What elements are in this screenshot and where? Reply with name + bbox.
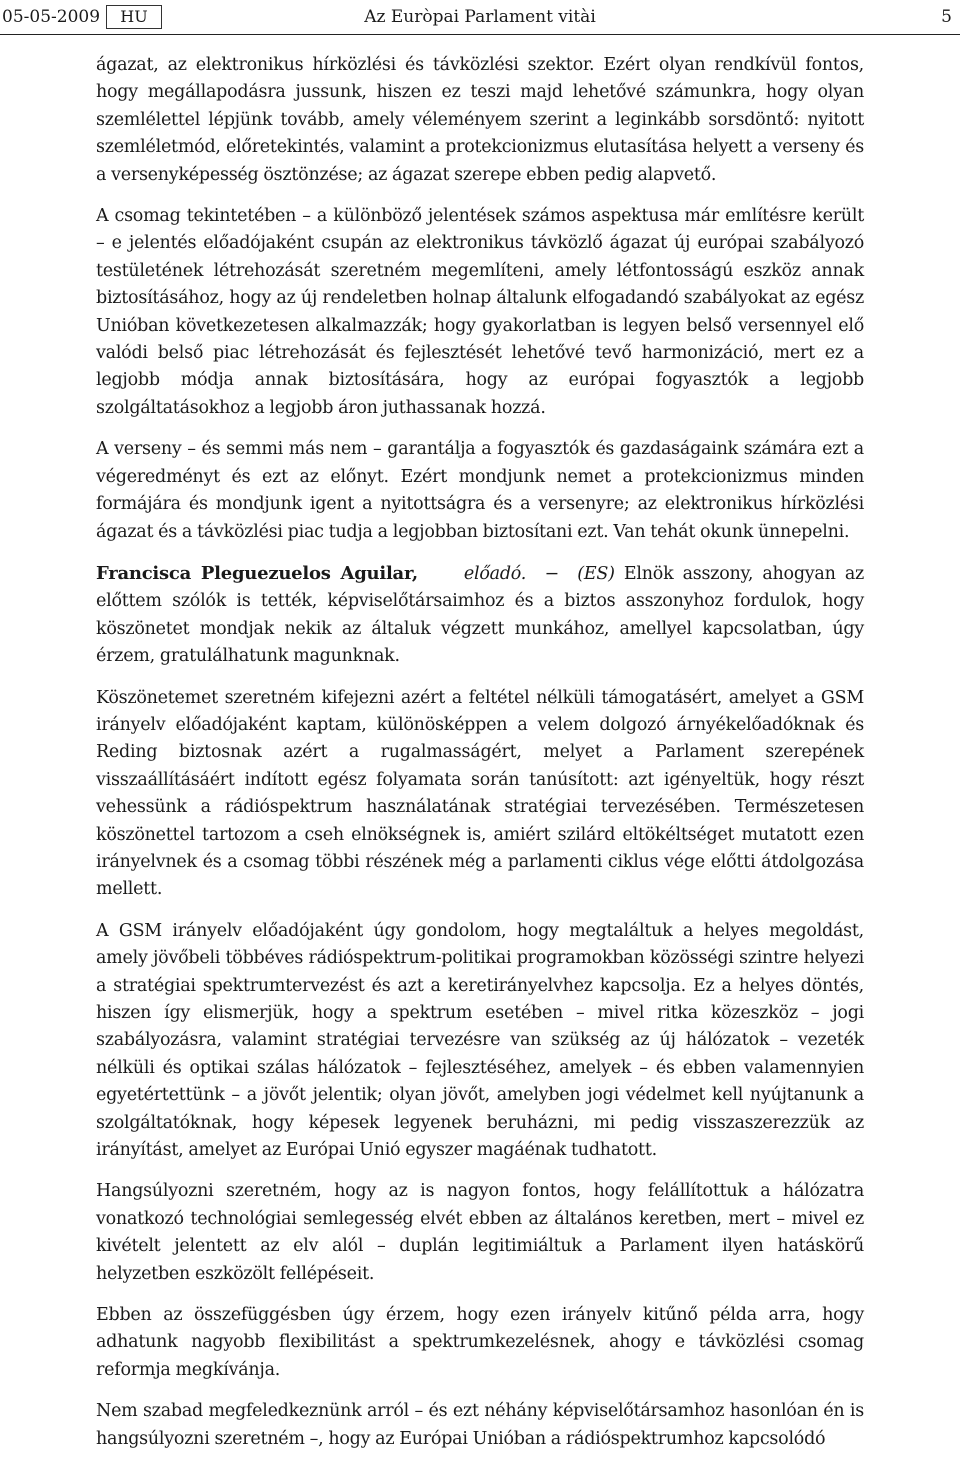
speaker-text: Elnök asszony, ahogyan az előttem szólók is tették, képviselőtársaimhoz és a biztos asszonyhoz fordulok, hogy köszönetet mondjak nekik az általuk végzett munkához, amellyel kapcsolatban, úgy érzem, gratulálhatunk magunknak.: [96, 563, 864, 667]
speaker-role: előadó.: [463, 563, 527, 584]
paragraph: Hangsúlyozni szeretném, hogy az is nagyon fontos, hogy felállítottuk a hálózatra vonatkozó technológiai semlegesség elvét ebben az általános keretben, mert – mivel ez kivételt jelentett az elv alól – duplán legitimiáltuk a Parlament ilyen hatáskörű helyzetben eszközölt fellépéseit.: [96, 1181, 864, 1284]
page-number: 5: [941, 7, 952, 27]
paragraph: A GSM irányelv előadójaként úgy gondolom, hogy megtaláltuk a helyes megoldást, amely jövőbeli többéves rádióspektrum-politikai programokban közösségi szintre helyezi a stratégiai spektrumtervezést és azt a keretirányelvhez kapcsolja. Ez a helyes döntés, hiszen így elismerjük, hogy a spektrum esetében – mivel ritka közeszköz – jogi szabályozásra, valamint stratégiai tervezésre van szükség az új hálózatok – vezeték nélküli és optikai szálas hálózatok – fejlesztéséhez, amelyek – és ebben valamennyien egyetértettünk – a jövőt jelentik; olyan jövőt, amelyben jogi védelmet kell nyújtanunk a szolgáltatóknak, hogy képesek legyenek beruházni, mi pedig visszaszerezzük az irányítást, amelyet az Európai Unió egyszer magáénak tudhatott.: [96, 920, 864, 1161]
speaker-name: Francisca Pleguezuelos Aguilar,: [96, 562, 418, 584]
speaker-language: (ES): [577, 563, 615, 584]
paragraph: A csomag tekintetében – a különböző jelentések számos aspektusa már említésre került – e jelentés előadójaként csupán az elektronikus távközlő ágazat új európai szabályozó testületének létrehozását szeretném megemlíteni, amely létfontosságú eszköz annak biztosításához, hogy az új rendeletben holnap általunk elfogadandó szabályokat az egész Unióban következetesen alkalmazzák; hogy gyakorlatban is legyen belső versennyel elő valódi belső piac létrehozását és fejlesztését lehetővé tevő harmonizáció, mert ez a legjobb módja annak biztosítására, hogy az európai fogyasztók a legjobb szolgáltatásokhoz a legjobb áron juthassanak hozzá.: [96, 206, 864, 418]
page-header: [0, 0, 960, 35]
paragraph: Nem szabad megfeledkeznünk arról – és ezt néhány képviselőtársamhoz hasonlóan én is hangsúlyozni szeretném –, hogy az Európai Unióban a rádióspektrumhoz kapcsolódó: [96, 1401, 864, 1449]
document-body: [96, 52, 864, 1467]
language-badge: HU: [106, 5, 162, 29]
paragraph: Ebben az összefüggésben úgy érzem, hogy ezen irányelv kitűnő példa arra, hogy adhatunk nagyobb flexibilitást a spektrumkezelésnek, ahogy e távközlési csomag reformja megkívánja.: [96, 1305, 864, 1380]
document-title: Az Euròpai Parlament vitài: [364, 7, 596, 27]
paragraph: ágazat, az elektronikus hírközlési és távközlési szektor. Ezért olyan rendkívül fontos, hogy megállapodásra jussunk, hiszen ez teszi majd lehetővé számunkra, hogy olyan szemlélettel lépjünk tovább, amely véleményem szerint a leginkább sorsdöntő: nyitott szemléletmód, előretekintés, valamint a protekcionizmus elutasítása helyett a verseny és a versenyképesség ösztönzése; az ágazat szerepe ebben pedig alapvető.: [96, 55, 864, 185]
header-date: 05-05-2009: [2, 7, 101, 27]
speaker-paragraph: [96, 560, 864, 671]
speaker-dash: −: [544, 563, 559, 584]
paragraph: A verseny – és semmi más nem – garantálja a fogyasztók és gazdaságaink számára ezt a végeredményt és ezt az előnyt. Ezért mondjunk nemet a protekcionizmus minden formájára és mondjunk igent a nyitottságra és a versenyre; az elektronikus hírközlési ágazat és a távközlési piac tudja a legjobban biztosítani ezt. Van tehát okunk ünnepelni.: [96, 439, 864, 542]
paragraph: Köszönetemet szeretném kifejezni azért a feltétel nélküli támogatásért, amelyet a GSM irányelv előadójaként kaptam, különösképpen a velem dolgozó árnyékelőadóknak és Reding biztosnak azért a rugalmasságért, melyet a Parlament szerepének visszaállításáért indított egész folyamata során tanúsított: azt igényeltük, hogy részt vehessünk a rádióspektrum használatának stratégiai tervezésében. Természetesen köszönettel tartozom a cseh elnökségnek is, amiért szilárd eltökéltséget mutatott ezen irányelvnek és a csomag többi részének még a parlamenti ciklus vége előtti átdolgozása mellett.: [96, 687, 864, 900]
